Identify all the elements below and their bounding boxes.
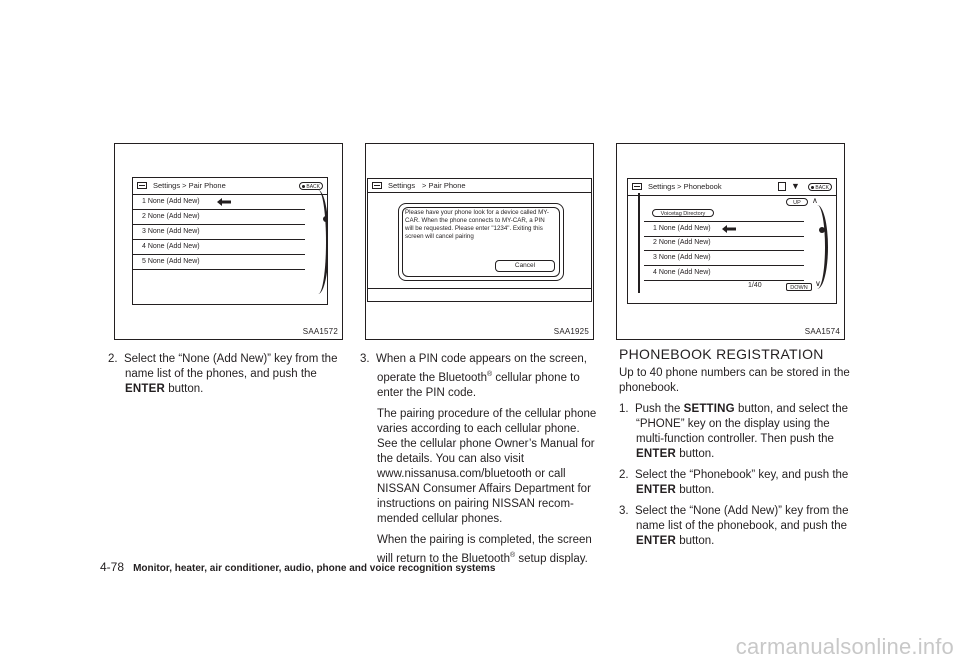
selection-arrow-icon — [722, 225, 736, 233]
scroll-arc[interactable] — [311, 190, 328, 294]
screen-header — [133, 178, 327, 195]
list-item[interactable]: 4 None (Add New) — [133, 240, 305, 255]
screen-title: Settings > Phonebook — [648, 182, 722, 191]
selection-arrow-icon — [217, 198, 231, 206]
pin-dialog — [398, 203, 564, 281]
voicetag-directory-button[interactable]: Voicetag Directory — [652, 209, 714, 217]
column-2-text — [360, 352, 600, 573]
step-1: 1. Push the SETTING button, and select the “PHONE” key on the display using the multi-function controller. Then push the ENTER button. — [619, 403, 849, 460]
list-item[interactable]: 1 None (Add New) — [133, 195, 305, 210]
down-button[interactable]: DOWN — [786, 283, 812, 291]
page-indicator: 1/40 — [748, 282, 762, 289]
screen-header — [628, 179, 836, 196]
figure-caption: SAA1572 — [302, 327, 338, 336]
figure-pair-phone-list — [114, 143, 343, 340]
step-3: 3. Select the “None (Add New)” key from the name list of the phonebook, and push the ENTER button. — [619, 505, 849, 547]
settings-icon — [137, 182, 147, 189]
dialog-message: Please have your phone look for a device called MY-CAR. When the phone connects to MY-CAR, a PIN will be requested. Please enter "1234". Exiting this screen will cancel pairing — [405, 209, 549, 240]
figure-phonebook — [616, 143, 845, 340]
phone-icon — [778, 182, 786, 191]
scroll-position-dot — [323, 216, 328, 222]
screen-title-settings: Settings — [388, 181, 416, 190]
figure-caption: SAA1574 — [804, 327, 840, 336]
watermark: carmanualsonline.info — [735, 634, 954, 659]
step-2: 2. Select the “None (Add New)” key from the name list of the phones, and push the ENTER button. — [108, 353, 338, 395]
scroll-arc[interactable] — [810, 205, 828, 289]
settings-icon — [632, 183, 642, 190]
list-item[interactable]: 4 None (Add New) — [644, 266, 804, 281]
list-item[interactable]: 2 None (Add New) — [133, 210, 305, 225]
list-item[interactable]: 3 None (Add New) — [644, 251, 804, 266]
list-item[interactable]: 2 None (Add New) — [644, 236, 804, 251]
list-item[interactable]: 1 None (Add New) — [644, 221, 804, 237]
scroll-position-dot — [819, 227, 825, 233]
screen-divider — [368, 288, 591, 289]
cancel-button[interactable]: Cancel — [495, 260, 555, 272]
step-2: 2. Select the “Phonebook” key, and push the ENTER button. — [619, 469, 849, 496]
figure-caption: SAA1925 — [553, 327, 589, 336]
scroll-up-icon[interactable]: ∧ — [812, 196, 818, 205]
column-3-text — [619, 366, 853, 555]
screen-title-pair-phone: > Pair Phone — [422, 181, 466, 190]
page-number: 4-78 — [100, 560, 125, 574]
section-title: Monitor, heater, air conditioner, audio, phone and voice recognition systems — [133, 563, 496, 574]
intro-paragraph: Up to 40 phone numbers can be stored in the phonebook. — [619, 367, 850, 394]
section-heading: PHONEBOOK REGISTRATION — [619, 346, 824, 362]
pairing-note: The pairing procedure of the cellular phone varies according to each cellular phone. See the cellular phone Owner’s Manual for the details. You can also visit www.nissanusa.com/bluetooth or call NISSAN Consumer Affairs Department for instructions on pairing NISSAN recom-mended cellular phones. — [377, 407, 597, 525]
step-3: 3. When a PIN code appears on the screen, operate the Bluetooth® cellular phone to enter the PIN code. — [360, 353, 587, 399]
screen-header — [368, 179, 591, 193]
scroll-down-icon[interactable]: ∨ — [815, 279, 821, 288]
screen-title: Settings > Pair Phone — [153, 181, 226, 190]
screen-pair-phone — [132, 177, 328, 305]
settings-icon — [372, 182, 382, 189]
left-scroll-arc — [628, 193, 640, 293]
page-footer — [100, 560, 495, 574]
back-button[interactable]: BACK — [808, 183, 832, 191]
signal-icon: ▼ — [791, 181, 800, 191]
up-button[interactable]: UP — [786, 198, 808, 206]
screen-phonebook — [627, 178, 837, 304]
back-button[interactable]: BACK — [299, 182, 323, 190]
completion-note: When the pairing is completed, the screen will return to the Bluetooth® setup display. — [377, 533, 592, 565]
figure-pairing-dialog — [365, 143, 594, 340]
screen-pairing — [367, 178, 592, 302]
list-item[interactable]: 5 None (Add New) — [133, 255, 305, 270]
column-1-text — [108, 352, 346, 403]
list-item[interactable]: 3 None (Add New) — [133, 225, 305, 240]
